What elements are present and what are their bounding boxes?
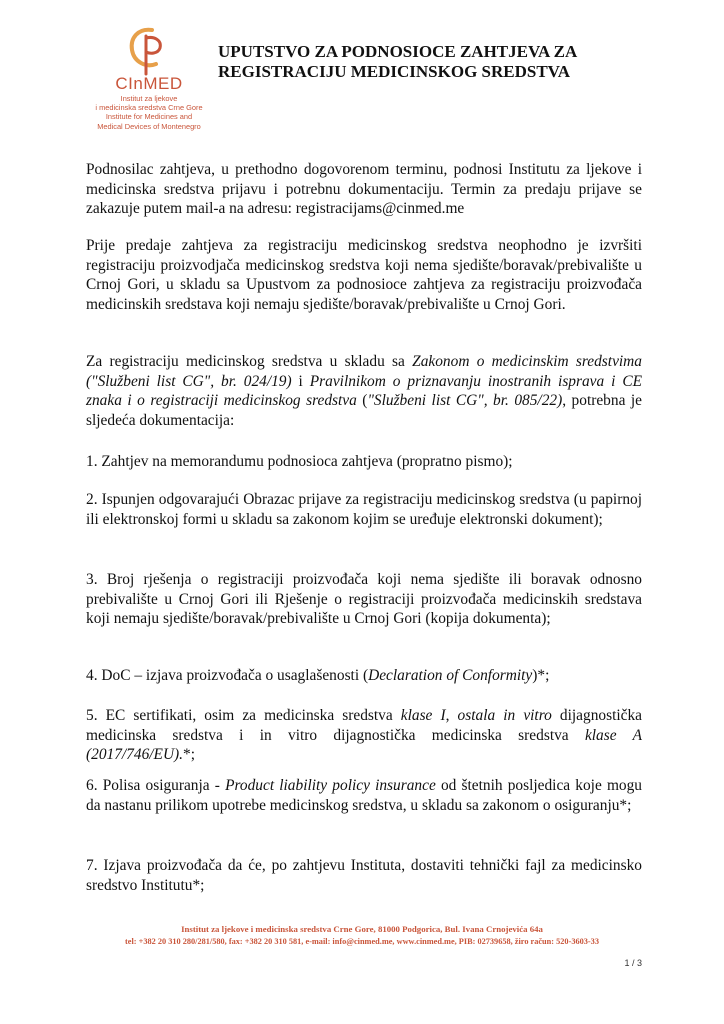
list-item-text <box>86 706 642 765</box>
text-segment: 6. Polisa osiguranja - <box>86 777 226 794</box>
text-segment: dijagnostička medicinska sredstva i in vitro dijagnostička medicinska sredstva <box>86 707 642 744</box>
list-item-text <box>86 776 642 815</box>
text-segment: 4. DoC – izjava proizvođača o usaglašenosti ( <box>86 667 369 684</box>
text-segment: i <box>291 372 310 390</box>
text-segment: od štetnih posljedica koje mogu da nastanu prilikom upotrebe medicinskog sredstva, u skladu sa zakonom o osiguranju*; <box>86 777 642 814</box>
list-item-text: 2. Ispunjen odgovarajući Obrazac prijave za registraciju medicinskog sredstva (u papirnoj ili elektronskoj formi u skladu sa zakonom kojim se uređuje elektronski dokument); <box>86 491 642 528</box>
list-item-1 <box>86 452 642 472</box>
footer-contact: tel: +382 20 310 280/281/580, fax: +382 20 310 581, e-mail: info@cinmed.me, www.cinmed.me, PIB: 02739658, žiro račun: 520-3603-33 <box>125 937 599 946</box>
text-segment: , <box>445 707 458 724</box>
title-line: REGISTRACIJU MEDICINSKOG SREDSTVA <box>218 62 571 81</box>
text-segment: )*; <box>532 667 550 684</box>
list-item-text: 7. Izjava proizvođača da će, po zahtjevu Instituta, dostaviti tehnički fajl za medicinsko sredstvo Institutu*; <box>86 857 642 894</box>
text-italic: klase I <box>400 707 446 724</box>
paragraph-prerequisite <box>86 236 642 314</box>
text-italic: klase A (2017/746/EU). <box>86 726 642 764</box>
list-item-6 <box>86 776 642 815</box>
paragraph-legal-basis <box>86 352 642 430</box>
paragraph-text: Prije predaje zahtjeva za registraciju medicinskog sredstva neophodno je izvršiti registraciju proizvodjača medicinskog sredstva koji nema sjedište/boravak/prebivalište u Crnoj Gori, u skladu sa Upustvom za podnosioce zahtjeva za registraciju proizvođača medicinskih sredstava koji nemaju sjedište/boravak/prebivalište u Crnoj Gori. <box>86 237 642 313</box>
logo-sub-line: i medicinska sredstva Crne Gore <box>95 103 203 113</box>
text-italic: Product liability policy insurance <box>225 777 436 794</box>
cinmed-logo-mark-icon <box>124 24 172 76</box>
text-segment: , potrebna je sljedeća dokumentacija: <box>86 392 642 429</box>
gazette-reference: "Službeni list CG", br. 085/22) <box>367 392 563 410</box>
regulation-reference: Pravilnikom o priznavanju inostranih isprava i CE znaka i o registraciji medicinskog sredstva <box>86 372 642 410</box>
law-reference: Zakonom o medicinskim sredstvima ("Službeni list CG", br. 024/19) <box>86 353 642 390</box>
list-item-3 <box>86 570 642 629</box>
list-item-2 <box>86 490 642 529</box>
text-segment: *; <box>183 746 196 764</box>
list-item-7 <box>86 856 642 895</box>
text-segment: 5. EC sertifikati, osim za medicinska sredstva <box>86 707 401 724</box>
paragraph-text <box>86 352 642 430</box>
paragraph-intro <box>86 160 642 219</box>
text-italic: Declaration of Conformity <box>368 667 533 684</box>
list-item-5 <box>86 706 642 765</box>
list-item-4 <box>86 666 642 686</box>
paragraph-text: Podnosilac zahtjeva, u prethodno dogovorenom terminu, podnosi Institutu za ljekove i medicinska sredstva prijavu i potrebnu dokumentaciju. Termin za predaju prijave se zakazuje putem mail-a na adresu: registracijams@cinmed.me <box>86 161 642 218</box>
footer-address: Institut za ljekove i medicinska sredstva Crne Gore, 81000 Podgorica, Bul. Ivana Crnojevića 64a <box>181 924 543 934</box>
text-italic: ostala in vitro <box>457 707 552 724</box>
text-segment: Za registraciju medicinskog sredstva u skladu sa <box>86 353 413 370</box>
page-number: 1 / 3 <box>624 958 642 968</box>
text-segment: ( <box>356 392 368 410</box>
list-item-text: 3. Broj rješenja o registraciji proizvođača koji nema sjedište ili boravak odnosno prebivalište u Crnoj Gori ili Rješenje o registraciji proizvođača medicinskih sredstava koji nemaju sjedište/boravak/prebivalište u Crnoj Gori (kopija dokumenta); <box>86 571 642 628</box>
cinmed-logo <box>86 24 212 131</box>
logo-sub-line: Institut za ljekove <box>120 94 178 103</box>
logo-sub-line: Medical Devices of Montenegro <box>97 121 201 131</box>
list-item-text: 1. Zahtjev na memorandumu podnosioca zahtjeva (propratno pismo); <box>86 453 513 470</box>
logo-name: CInMED <box>115 74 183 93</box>
document-title <box>218 42 638 82</box>
list-item-text <box>86 666 642 686</box>
logo-sub-line: Institute for Medicines and <box>105 112 193 122</box>
logo-subtitle <box>86 94 212 131</box>
title-line: UPUTSTVO ZA PODNOSIOCE ZAHTJEVA ZA <box>218 42 578 61</box>
